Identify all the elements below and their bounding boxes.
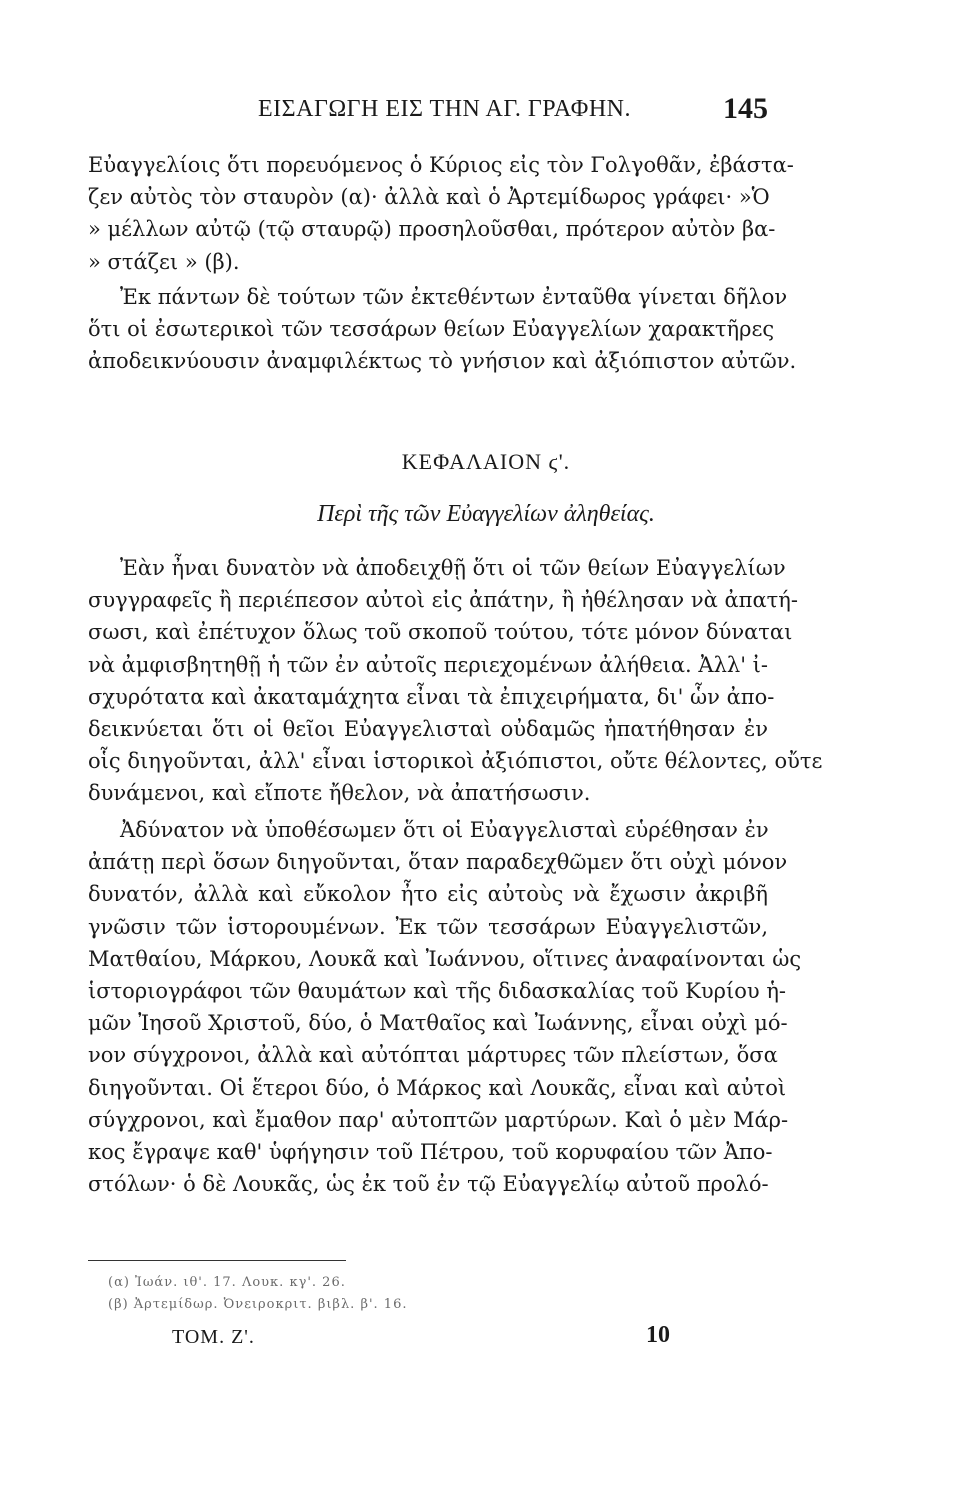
paragraph-conclusion — [88, 281, 797, 378]
paragraph-evangelists — [88, 814, 802, 1200]
printer-signature — [88, 1320, 768, 1360]
text-line: δεικνύεται ὅτι οἱ θεῖοι Εὐαγγελισταὶ οὐδαμῶς ἠπατήθησαν ἐν — [88, 716, 768, 741]
text-line: νον σύγχρονοι, ἀλλὰ καὶ αὐτόπται μάρτυρες τῶν πλείστων, ὅσα — [88, 1043, 778, 1068]
text-line: Εὐαγγελίοις ὅτι πορευόμενος ὁ Κύριος εἰς τὸν Γολγοθᾶν, ἐβάστα- — [88, 153, 794, 177]
text-line: ἀπάτῃ περὶ ὅσων διηγοῦνται, ὅταν παραδεχθῶμεν ὅτι οὐχὶ μόνον — [88, 850, 788, 875]
page-number: 145 — [723, 92, 768, 125]
text-line: διηγοῦνται. Οἱ ἕτεροι δύο, ὁ Μάρκος καὶ Λουκᾶς, εἶναι καὶ αὐτοὶ — [88, 1075, 787, 1100]
signature-number: 10 — [646, 1322, 670, 1348]
footnote-beta: (β) Ἀρτεμίδωρ. Ὀνειροκριτ. βιβλ. β'. 16. — [108, 1297, 408, 1312]
volume-label: ΤΟΜ. Ζ'. — [172, 1326, 255, 1348]
text-line: ζεν αὐτὸς τὸν σταυρὸν (α)· ἀλλὰ καὶ ὁ Ἀρτεμίδωρος γράφει· »Ὁ — [88, 185, 770, 210]
paragraph-truth — [88, 552, 823, 810]
text-line: σχυρότατα καὶ ἀκαταμάχητα εἶναι τὰ ἐπιχειρήματα, δι' ὧν ἀπο- — [88, 684, 775, 709]
text-line: Ἐὰν ἦναι δυνατὸν νὰ ἀποδειχθῇ ὅτι οἱ τῶν θείων Εὐαγγελίων — [120, 556, 786, 580]
text-line: ὅτι οἱ ἐσωτερικοὶ τῶν τεσσάρων θείων Εὐαγγελίων χαρακτῆρες — [88, 317, 775, 342]
text-line: ἱστοριογράφοι τῶν θαυμάτων καὶ τῆς διδασκαλίας τοῦ Κυρίου ἡ- — [88, 978, 787, 1003]
running-header — [88, 92, 768, 132]
text-line: οἷς διηγοῦνται, ἀλλ' εἶναι ἱστορικοὶ ἀξιόπιστοι, οὔτε θέλοντες, οὔτε — [88, 749, 823, 774]
text-line: » μέλλων αὐτῷ (τῷ σταυρῷ) προσηλοῦσθαι, πρότερον αὐτὸν βα- — [88, 217, 776, 242]
text-line: ἀποδεικνύουσιν ἀναμφιλέκτως τὸ γνήσιον καὶ ἀξιόπιστον αὐτῶν. — [88, 349, 797, 374]
text-line: σωσι, καὶ ἐπέτυχον ὅλως τοῦ σκοποῦ τούτου, τότε μόνον δύναται — [88, 620, 793, 645]
text-line: » στάζει » (β). — [88, 249, 240, 274]
text-line: δυνατόν, ἀλλὰ καὶ εὔκολον ἦτο εἰς αὐτοὺς νὰ ἔχωσιν ἀκριβῆ — [88, 882, 768, 907]
text-line: στόλων· ὁ δὲ Λουκᾶς, ὡς ἐκ τοῦ ἐν τῷ Εὐαγγελίῳ αὐτοῦ προλό- — [88, 1172, 769, 1197]
text-line: συγγραφεῖς ἢ περιέπεσον αὐτοὶ εἰς ἀπάτην, ἢ ἠθέλησαν νὰ ἀπατή- — [88, 588, 798, 613]
text-line: σύγχρονοι, καὶ ἔμαθον παρ' αὐτοπτῶν μαρτύρων. Καὶ ὁ μὲν Μάρ- — [88, 1107, 789, 1132]
text-line: Ματθαίου, Μάρκου, Λουκᾶ καὶ Ἰωάννου, οἵτινες ἀναφαίνονται ὡς — [88, 946, 802, 971]
text-line: νὰ ἀμφισβητηθῇ ἡ τῶν ἐν αὐτοῖς περιεχομένων ἀλήθεια. Ἀλλ' ἰ- — [88, 652, 768, 677]
footnote-divider — [88, 1260, 346, 1261]
chapter-subtitle: Περὶ τῆς τῶν Εὐαγγελίων ἀληθείας. — [317, 501, 655, 527]
text-line: Ἐκ πάντων δὲ τούτων τῶν ἐκτεθέντων ἐνταῦθα γίνεται δῆλον — [120, 285, 788, 309]
running-header-title: ΕΙΣΑΓΩΓΗ ΕΙΣ ΤΗΝ ΑΓ. ΓΡΑΦΗΝ. — [258, 96, 631, 122]
text-line: κος ἔγραψε καθ' ὑφήγησιν τοῦ Πέτρου, τοῦ κορυφαίου τῶν Ἀπο- — [88, 1139, 773, 1164]
footnotes — [108, 1272, 708, 1316]
text-line: μῶν Ἰησοῦ Χριστοῦ, δύο, ὁ Ματθαῖος καὶ Ἰωάννης, εἶναι οὐχὶ μό- — [88, 1011, 788, 1036]
text-line: δυνάμενοι, καὶ εἴποτε ἤθελον, νὰ ἀπατήσωσιν. — [88, 781, 591, 806]
footnote-alpha: (α) Ἰωάν. ιθ'. 17. Λουκ. κγ'. 26. — [108, 1275, 346, 1290]
text-line: Ἀδύνατον νὰ ὑποθέσωμεν ὅτι οἱ Εὐαγγελισταὶ εὑρέθησαν ἐν — [120, 818, 769, 842]
chapter-heading: ΚΕΦΑΛΑΙΟΝ ϛ'. — [401, 449, 571, 474]
paragraph-continuation — [88, 149, 794, 278]
text-line: γνῶσιν τῶν ἱστορουμένων. Ἐκ τῶν τεσσάρων Εὐαγγελιστῶν, — [88, 914, 768, 939]
